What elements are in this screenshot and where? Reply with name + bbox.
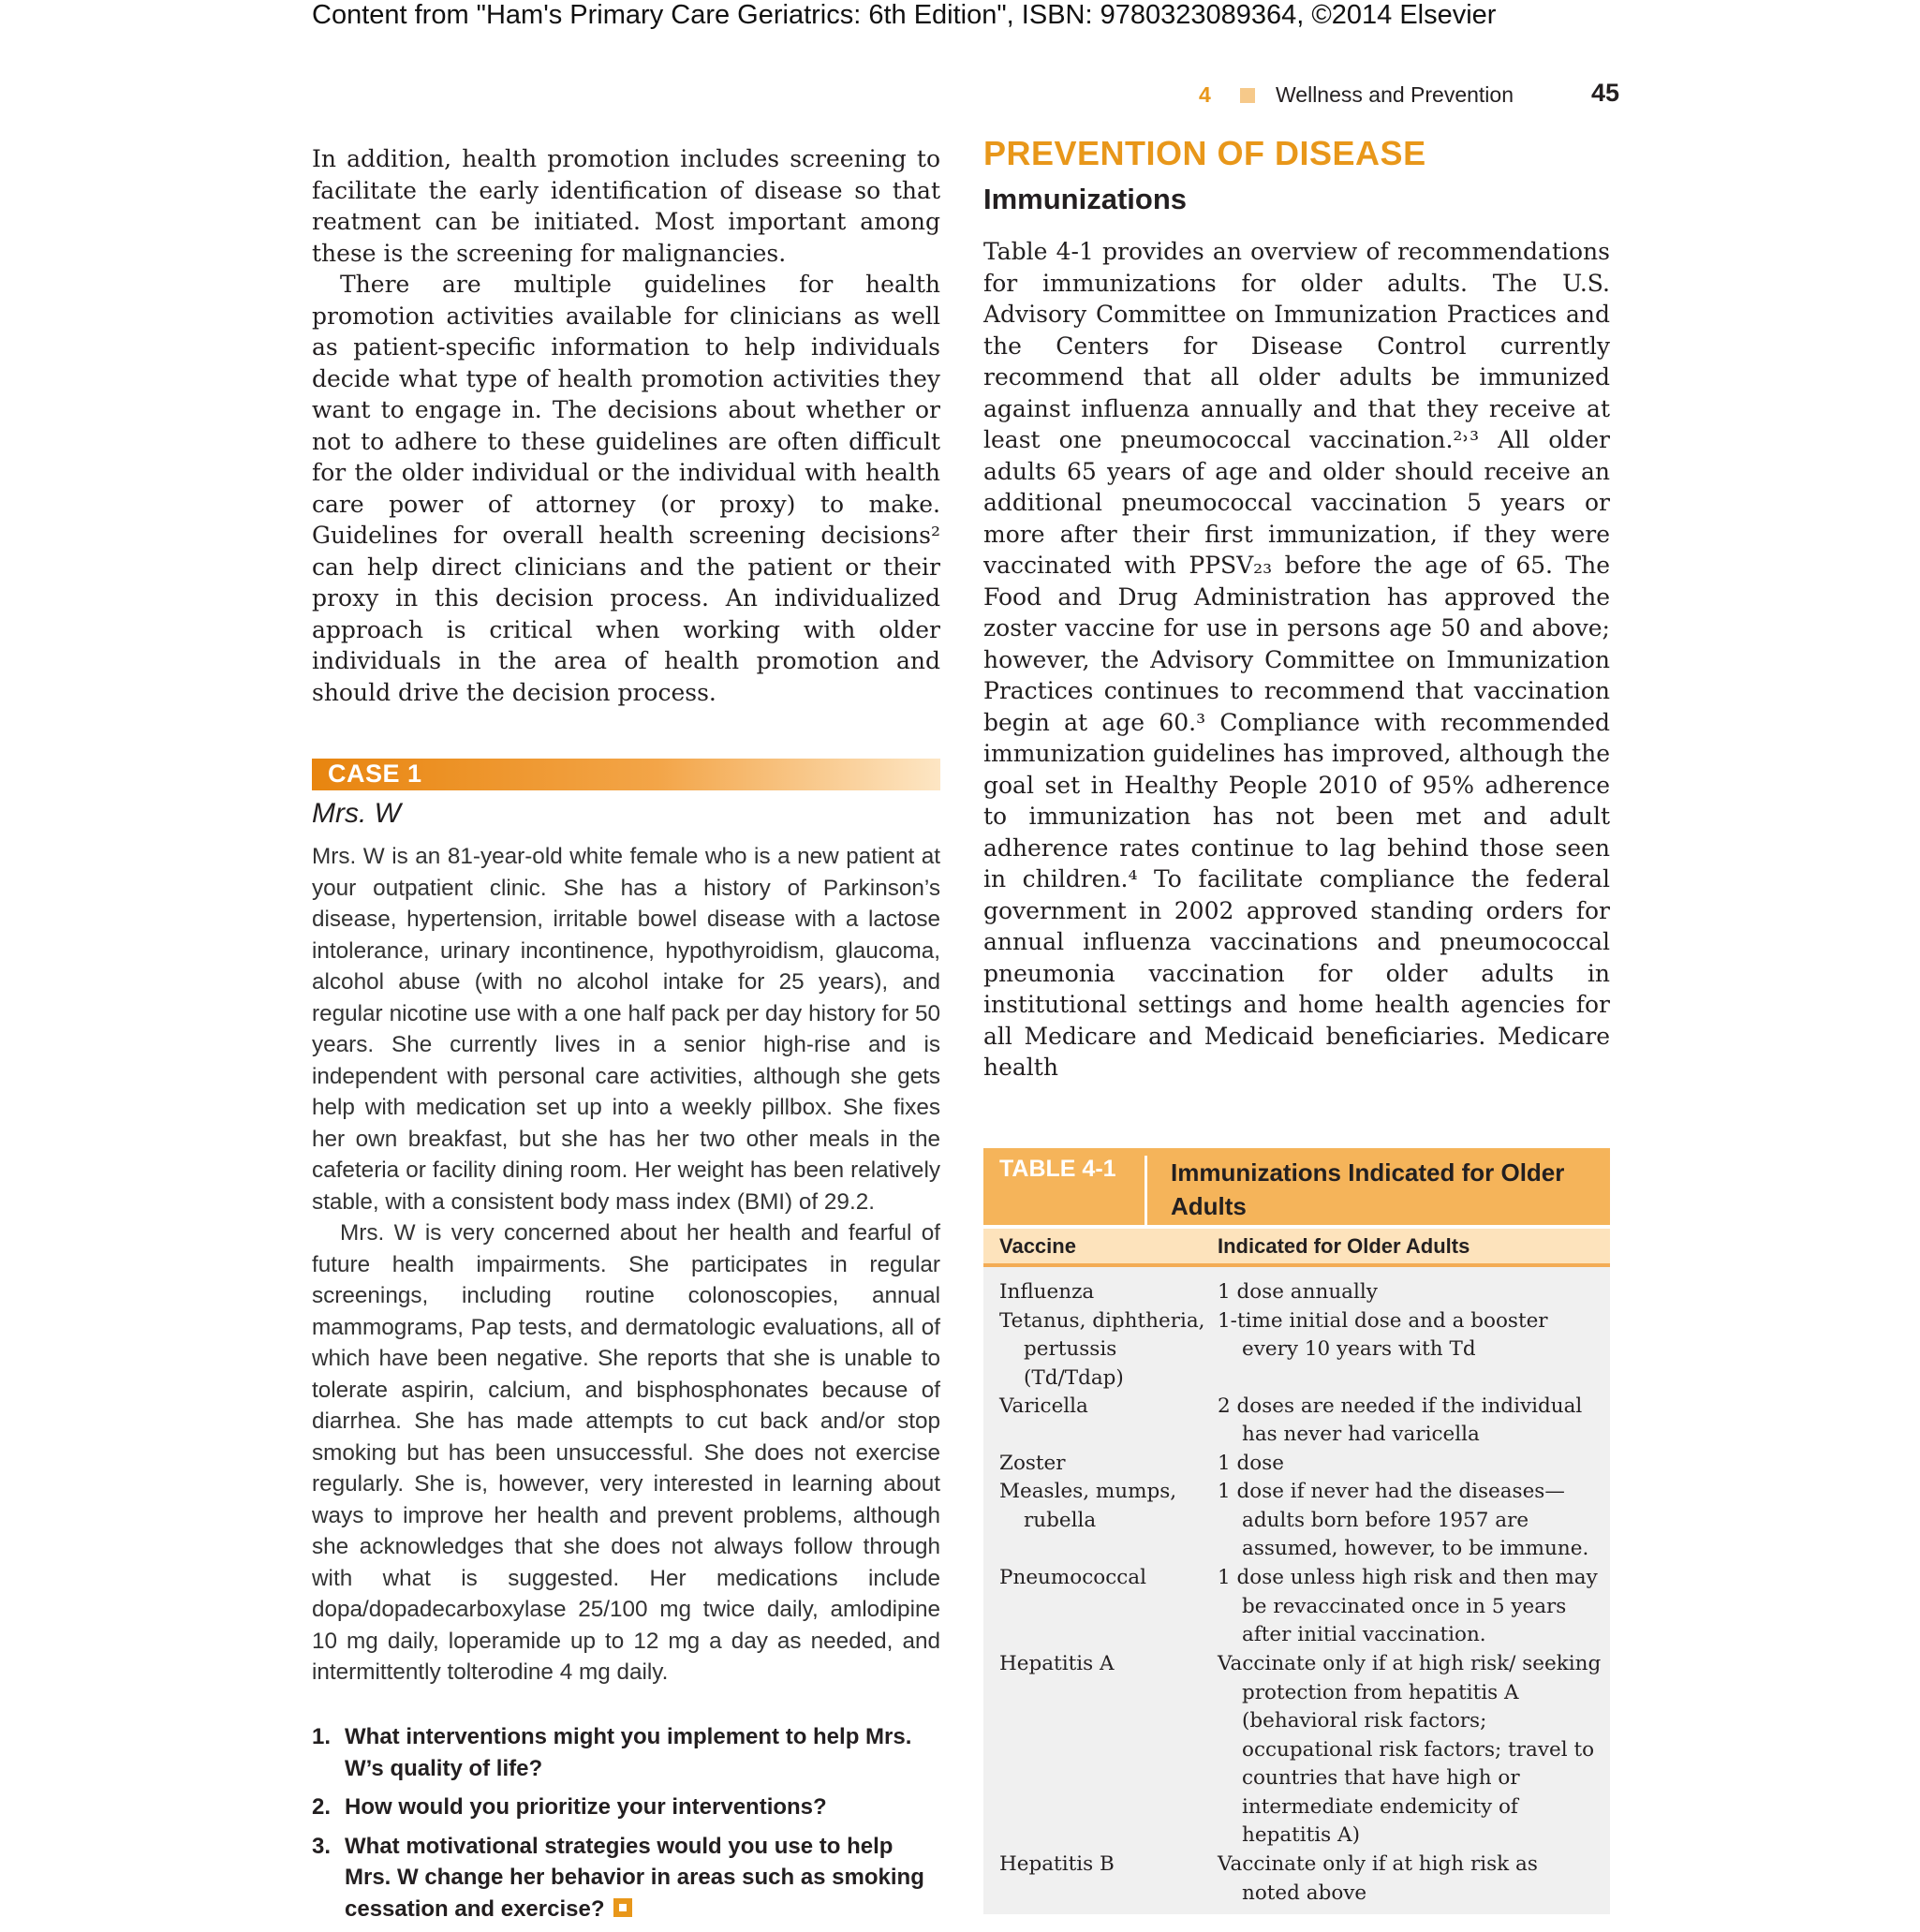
vaccine-cell: Measles, mumps, rubella	[999, 1480, 1177, 1532]
indication-cell: 1-time initial dose and a booster every 10 years with Td	[1218, 1308, 1548, 1361]
vaccine-cell: Influenza	[999, 1280, 1095, 1304]
intro-text	[312, 143, 940, 708]
subsection-title: Immunizations	[983, 183, 1188, 215]
table-label: TABLE 4-1	[999, 1156, 1116, 1182]
case-question	[312, 1792, 940, 1823]
case-label: CASE 1	[328, 760, 422, 788]
question-number: 3.	[312, 1833, 332, 1859]
question-text: How would you prioritize your interventions?	[345, 1794, 827, 1820]
table-row	[983, 1851, 1610, 1908]
indication-cell: 1 dose if never had the diseases—adults born before 1957 are assumed, however, to be immune.	[1218, 1480, 1589, 1560]
intro-paragraph: In addition, health promotion includes screening to facilitate the early identification of disease so that reatment can be initiated. Most important among these is the screening for malignancies.	[312, 145, 940, 267]
indication-cell: Vaccinate only if at high risk/ seeking protection from hepatitis A (behavioral risk factors; occupational risk factors; travel to countries that have high or intermediate endemicity of hepatitis A)	[1218, 1652, 1602, 1847]
case-paragraph: Mrs. W is an 81-year-old white female who is a new patient at your outpatient clinic. She has a history of Parkinson’s disease, hypertension, irritable bowel disease with a lactose intolerance, urinary incontinence, hypothyroidism, glaucoma, alcohol abuse (with no alcohol intake for 25 years), and regular nicotine use with a one half pack per day history for 50 years. She currently lives in a senior high-rise and is independent with personal care activities, although she gets help with medication set up into a weekly pillbox. She fixes her own breakfast, but she has her two other meals in the cafeteria or facility dining room. Her weight has been relatively stable, with a consistent body mass index (BMI) of 29.2.	[312, 844, 940, 1215]
case-name: Mrs. W	[312, 798, 401, 829]
chapter-title: Wellness and Prevention	[1276, 82, 1514, 107]
page-number: 45	[1590, 79, 1619, 107]
running-head	[1199, 79, 1619, 116]
intro-paragraph: There are multiple guidelines for health promotion activities available for clinicians as well as patient-specific information to help individuals decide what type of health promotion activities they want to engage in. The decisions about whether or not to adhere to these guidelines are often difficult for the older individual or the individual with health care power of attorney (or proxy) to make. Guidelines for overall health screening decisions² can help direct clinicians and the patient or their proxy in this decision process. An individualized approach is critical when working with older individuals in the area of health promotion and should drive the decision process.	[312, 271, 940, 706]
indication-cell: Vaccinate only if at high risk as noted above	[1218, 1852, 1538, 1905]
section-title: PREVENTION OF DISEASE	[983, 134, 1426, 172]
immunizations-text	[983, 236, 1610, 1084]
indication-cell: 2 doses are needed if the individual has never had varicella	[1218, 1394, 1583, 1446]
table-row	[983, 1450, 1610, 1479]
table-row	[983, 1278, 1610, 1307]
indication-cell: 1 dose unless high risk and then may be revaccinated once in 5 years after initial vaccination.	[1218, 1566, 1598, 1646]
column-header-vaccine: Vaccine	[999, 1234, 1076, 1258]
table-4-1	[983, 1148, 1610, 1914]
question-text: What motivational strategies would you use to help Mrs. W change her behavior in areas such as smoking cessation and exercise?	[345, 1833, 924, 1922]
table-header	[983, 1148, 1610, 1225]
vaccine-cell: Pneumococcal	[999, 1566, 1146, 1589]
vaccine-cell: Hepatitis B	[999, 1852, 1115, 1876]
indication-cell: 1 dose	[1218, 1451, 1284, 1475]
body-paragraph: Table 4-1 provides an overview of recommendations for immunizations for older adults. The U.S. Advisory Committee on Immunization Practices and the Centers for Disease Control currently recommend that all older adults be immunized against influenza annually and that they receive at least one pneumococcal vaccination.²˒³ All older adults 65 years of age and older should receive an additional pneumococcal vaccination 5 years or more after their first immunization, if they were vaccinated with PPSV₂₃ before the age of 65. The Food and Drug Administration has approved the zoster vaccine for use in persons age 50 and above; however, the Advisory Committee on Immunization Practices continues to recommend that vaccination begin at age 60.³ Compliance with recommended immunization guidelines has improved, although the goal set in Healthy People 2010 of 95% adherence to immunization has not been met and adult adherence rates continue to lag behind those seen in children.⁴ To facilitate compliance the federal government in 2002 approved standing orders for annual influenza vaccinations and pneumococcal pneumonia vaccination for older adults in institutional settings and home health agencies for all Medicare and Medicaid beneficiaries. Medicare health	[983, 238, 1610, 1081]
case-text	[312, 841, 940, 1689]
question-number: 1.	[312, 1724, 332, 1749]
table-row	[983, 1564, 1610, 1650]
table-body	[983, 1278, 1610, 1908]
table-column-headers	[983, 1225, 1610, 1267]
table-row	[983, 1478, 1610, 1564]
case-questions	[312, 1721, 940, 1932]
chapter-number: 4	[1199, 82, 1211, 107]
case-question	[312, 1831, 940, 1925]
vaccine-cell: Hepatitis A	[999, 1652, 1115, 1675]
case-question	[312, 1721, 940, 1784]
vaccine-cell: Tetanus, diphtheria, pertussis (Td/Tdap)	[999, 1308, 1205, 1390]
table-header-divider	[1145, 1156, 1147, 1225]
vaccine-cell: Zoster	[999, 1451, 1066, 1475]
content-source-banner: Content from "Ham's Primary Care Geriatrics: 6th Edition", ISBN: 9780323089364, ©2014 Elsevier	[312, 0, 1497, 30]
table-row	[983, 1393, 1610, 1450]
case-paragraph: Mrs. W is very concerned about her health and fearful of future health impairments. She participates in regular screenings, including routine colonoscopies, annual mammograms, Pap tests, and dermatologic evaluations, all of which have been negative. She reports that she is unable to tolerate aspirin, calcium, and bisphosphonates because of diarrhea. She has made attempts to cut back and/or stop smoking but has been unsuccessful. She does not exercise regularly. She is, however, very interested in learning about ways to improve her health and prevent problems, although she acknowledges that she does not always follow through with what is suggested. Her medications include dopa/dopadecarboxylase 25/100 mg twice daily, amlodipine 10 mg daily, loperamide up to 12 mg a day as needed, and intermittently tolterodine 4 mg daily.	[312, 1220, 940, 1685]
chapter-marker-square	[1240, 88, 1255, 103]
indication-cell: 1 dose annually	[1218, 1280, 1378, 1304]
question-number: 2.	[312, 1794, 332, 1820]
table-row	[983, 1307, 1610, 1393]
column-header-indicated: Indicated for Older Adults	[1218, 1234, 1470, 1258]
case-end-icon	[613, 1898, 632, 1917]
table-row	[983, 1650, 1610, 1851]
table-title: Immunizations Indicated for Older Adults	[1171, 1158, 1565, 1220]
case-banner	[312, 759, 940, 790]
vaccine-cell: Varicella	[999, 1394, 1088, 1418]
question-text: What interventions might you implement to help Mrs. W’s quality of life?	[345, 1724, 912, 1781]
